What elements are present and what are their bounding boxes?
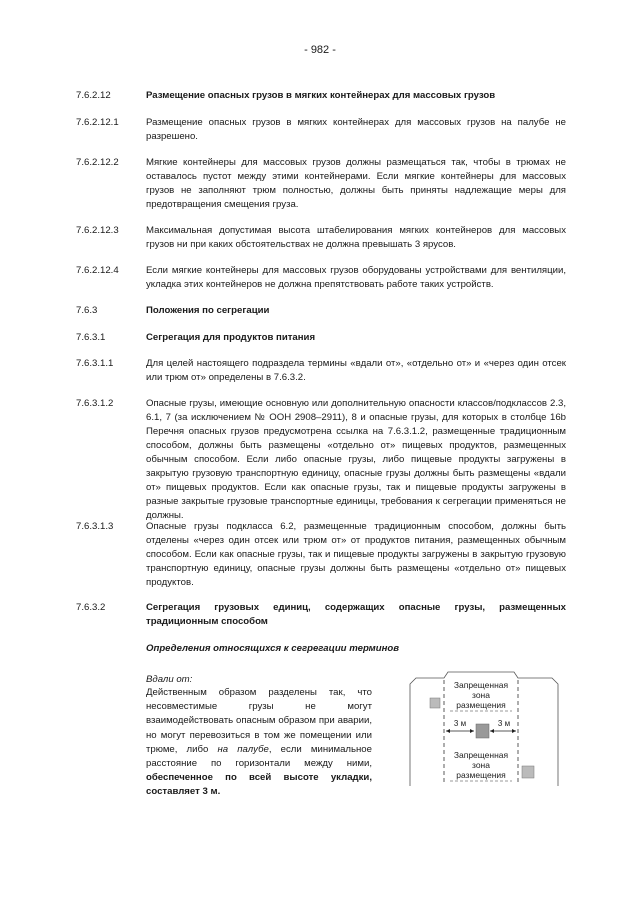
- zone-bottom-line3: размещения: [456, 770, 506, 780]
- section-heading: Сегрегация грузовых единиц, содержащих опасные грузы, размещенных традиционным способом: [146, 602, 566, 627]
- dangerous-cargo-block: [476, 724, 489, 738]
- zone-bottom-line2: зона: [472, 760, 490, 770]
- section-number: 7.6.2.12.3: [76, 225, 119, 236]
- section-text: Размещение опасных грузов в мягких контейнерах для массовых грузов на палубе не разрешено.: [146, 117, 566, 142]
- section-7-6-3: [76, 304, 566, 318]
- section-7-6-2-12-4: [76, 264, 566, 292]
- distance-left-label: 3 м: [453, 719, 467, 728]
- section-text: Для целей настоящего подраздела термины «вдали от», «отдельно от» и «через один отсек или трюм от» определены в 7.6.3.2.: [146, 358, 566, 383]
- section-text: Опасные грузы, имеющие основную или дополнительную опасности классов/подклассов 2.3, 6.1, 7 (за исключением № ООН 2908–2911), 8 и опасные грузы, для которых в столбце 16b Перечня опасных грузов предусмотрена ссылка на 7.6.3.1.2, размещенные традиционным способом, должны быть размещены «отдельно от» пищевых продуктов, размещенных обычным способом. Если либо опасные грузы, либо пищевые продукты загружены в закрытую грузовую транспортную единицу, опасные грузы должны быть размещены «вдали от» пищевых продуктов. Если как опасные грузы, так и пищевые продукты загружены в разные закрытые грузовые транспортные единицы, требования к сегрегации применяться не должны.: [146, 398, 566, 521]
- definition-text-2: , если минимальное расстояние по горизонтали между ними,: [146, 743, 372, 770]
- section-heading: Сегрегация для продуктов питания: [146, 332, 316, 343]
- section-number: 7.6.3.2: [76, 602, 106, 613]
- section-text: Опасные грузы подкласса 6.2, размещенные традиционным способом, должны быть отделены «через один отсек или трюм от» от продуктов питания, размещенных обычным способом. Если как опасные грузы, так и пищевые продукты загружены в закрытую грузовую транспортную единицу, опасные грузы должны быть размещены «отдельно от» пищевых продуктов.: [146, 521, 566, 588]
- zone-bottom-line1: Запрещенная: [453, 750, 509, 760]
- section-7-6-3-1-2: [76, 397, 566, 523]
- section-7-6-3-1: [76, 331, 566, 345]
- section-number: 7.6.3: [76, 305, 98, 316]
- definition-term: Вдали от:: [146, 674, 193, 685]
- definition-italic: на палубе: [217, 743, 269, 755]
- section-number: 7.6.3.1.3: [76, 521, 114, 532]
- section-text: Максимальная допустимая высота штабелирования мягких контейнеров для массовых грузов ни при каких обстоятельствах не должна превышать 3 ярусов.: [146, 225, 566, 250]
- arrowhead-right-b: [512, 729, 516, 733]
- section-text: Мягкие контейнеры для массовых грузов должны размещаться так, чтобы в трюмах не оставалось пустот между этими контейнерами. Если мягкие контейнеры для массовых грузов не заполняют трюм полностью, должны быть приняты надлежащие меры для предотвращения смещения груза.: [146, 157, 566, 210]
- zone-top-line2: зона: [472, 690, 490, 700]
- zone-top-line3: размещения: [456, 700, 506, 710]
- section-number: 7.6.3.1.2: [76, 398, 114, 409]
- section-number: 7.6.3.1: [76, 332, 106, 343]
- page-number: - 982 -: [304, 44, 336, 56]
- section-heading: Размещение опасных грузов в мягких контейнерах для массовых грузов: [146, 90, 496, 101]
- section-number: 7.6.2.12.4: [76, 265, 119, 276]
- zone-top-line1: Запрещенная: [453, 680, 509, 690]
- arrowhead-left-a: [446, 729, 450, 733]
- section-7-6-2-12: [76, 89, 566, 103]
- arrowhead-right-a: [490, 729, 494, 733]
- section-7-6-2-12-2: [76, 156, 566, 212]
- section-number: 7.6.2.12.1: [76, 117, 119, 128]
- definitions-subheading: Определения относящихся к сегрегации терминов: [146, 643, 400, 654]
- section-number: 7.6.3.1.1: [76, 358, 114, 369]
- distance-right-label: 3 м: [497, 719, 511, 728]
- section-text: Если мягкие контейнеры для массовых грузов оборудованы устройствами для вентиляции, укладка этих контейнеров не должна препятствовать работе таких устройств.: [146, 265, 566, 290]
- segregation-diagram: [400, 670, 568, 788]
- cargo-block-top-left: [430, 698, 440, 708]
- section-7-6-2-12-3: [76, 224, 566, 252]
- definition-text-1: Действенным образом разделены так, что несовместимые грузы не могут взаимодействовать опасным образом при аварии, но могут перевозиться в том же помещении или трюме, либо: [146, 687, 372, 755]
- section-7-6-3-1-1: [76, 357, 566, 385]
- section-number: 7.6.2.12.2: [76, 157, 119, 168]
- arrowhead-left-b: [470, 729, 474, 733]
- section-7-6-3-2: [76, 601, 566, 629]
- definition-body: [146, 686, 372, 800]
- section-7-6-2-12-1: [76, 116, 566, 144]
- section-heading: Положения по сегрегации: [146, 305, 270, 316]
- section-number: 7.6.2.12: [76, 90, 111, 101]
- cargo-block-bottom-right: [522, 766, 534, 778]
- section-7-6-3-1-3: [76, 520, 566, 590]
- definition-bold: обеспеченное по всей высоте укладки, составляет 3 м.: [146, 772, 372, 798]
